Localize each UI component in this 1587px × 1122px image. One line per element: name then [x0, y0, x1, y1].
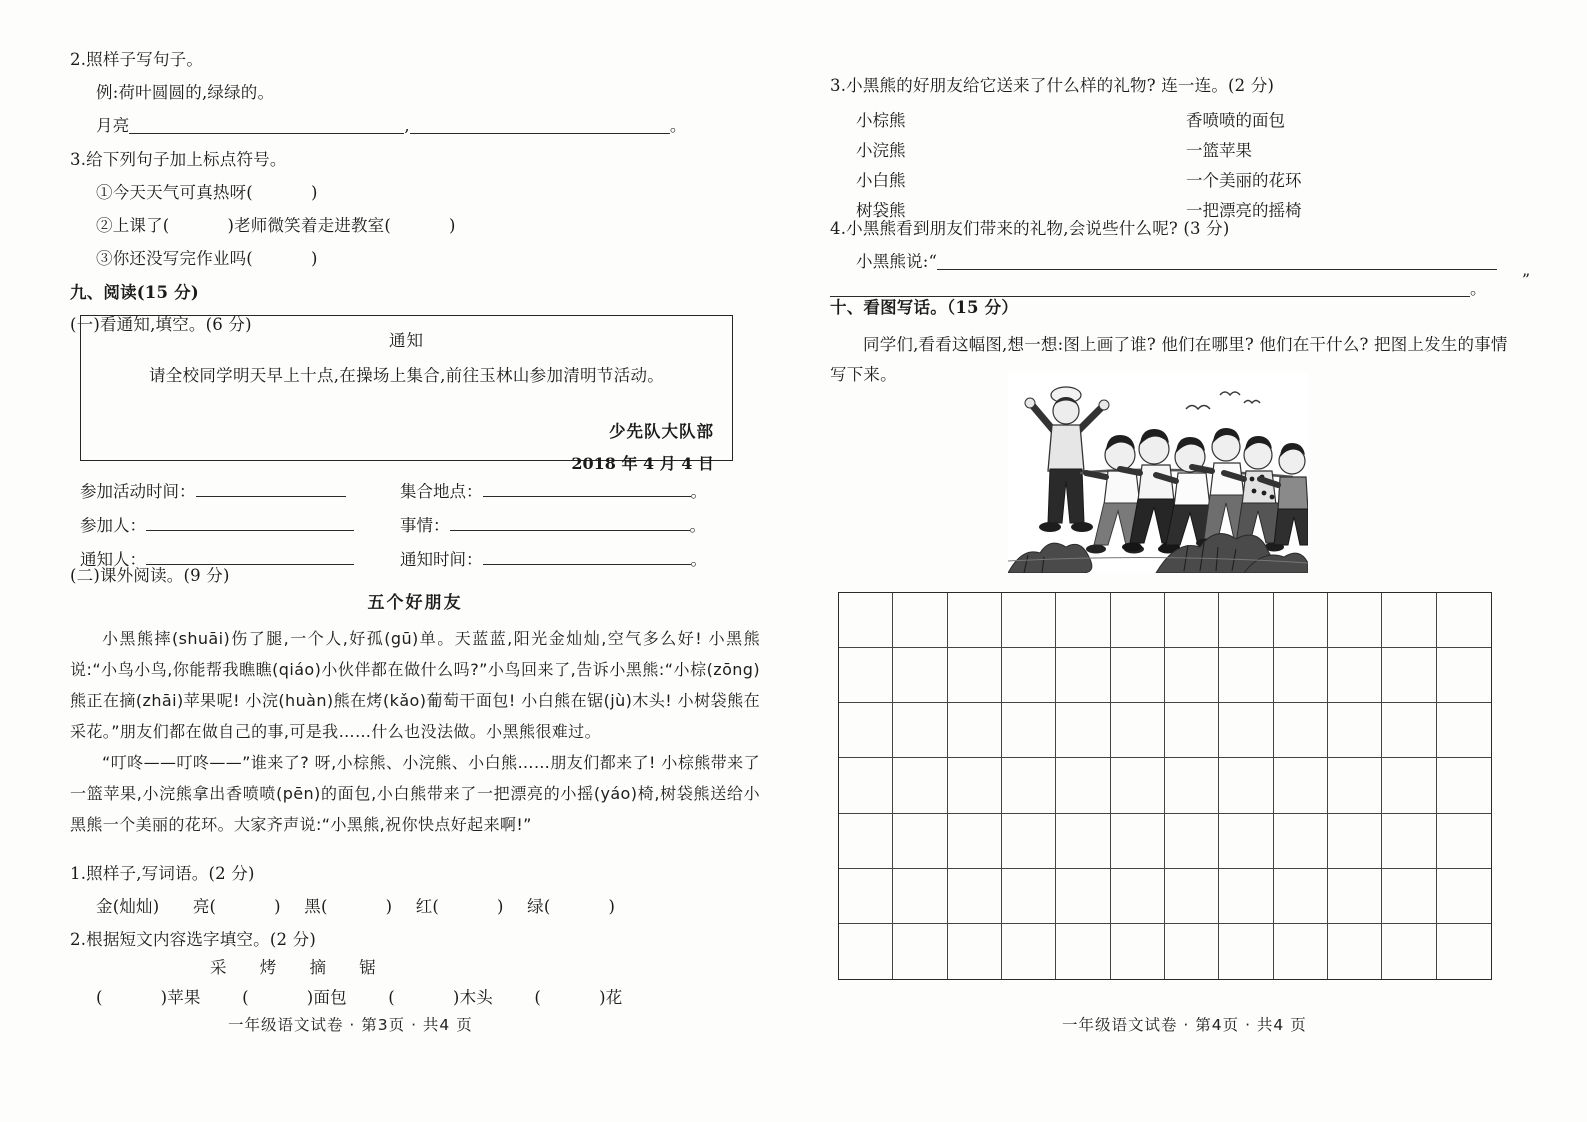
field-activity-time — [80, 478, 400, 502]
grid-cell[interactable] — [1056, 814, 1110, 869]
grid-cell[interactable] — [1056, 648, 1110, 703]
pq2-close-3: ) — [452, 988, 460, 1007]
grid-cell[interactable] — [1165, 593, 1219, 648]
grid-cell[interactable] — [1437, 593, 1491, 648]
grid-cell[interactable] — [839, 703, 893, 758]
grid-cell[interactable] — [1056, 924, 1110, 979]
grid-cell[interactable] — [1382, 758, 1436, 813]
field-assembly-place-input[interactable] — [483, 482, 691, 497]
field-notice-time-period: 。 — [690, 550, 707, 569]
grid-cell[interactable] — [1328, 593, 1382, 648]
match-right-item-4[interactable]: 一把漂亮的摇椅 — [1186, 201, 1302, 220]
grid-cell[interactable] — [1002, 648, 1056, 703]
right-question-4-answer-line-1 — [830, 254, 1497, 271]
grid-cell[interactable] — [1382, 593, 1436, 648]
grid-cell[interactable] — [1219, 869, 1273, 924]
field-assembly-place — [400, 478, 740, 502]
passage-question-2-blanks — [70, 990, 622, 1007]
section-10-heading: 十、看图写话。（15 分） — [830, 298, 1019, 317]
pq1-close-2: ) — [274, 897, 281, 916]
pq2-close-2: ) — [306, 988, 314, 1007]
pq2-open-2: ( — [242, 988, 249, 1007]
match-right-item-1[interactable]: 香喷喷的面包 — [1186, 111, 1285, 130]
match-left-item-3[interactable]: 小白熊 — [856, 171, 906, 190]
grid-cell[interactable] — [948, 648, 1002, 703]
notice-field-row-2 — [80, 512, 740, 536]
pq2-open-4: ( — [534, 988, 542, 1007]
grid-cell[interactable] — [1111, 924, 1165, 979]
grid-cell[interactable] — [1328, 648, 1382, 703]
q3-item3-close: ) — [310, 249, 318, 268]
section-9-heading: 九、阅读(15 分) — [70, 283, 199, 302]
grid-cell[interactable] — [1111, 814, 1165, 869]
question-3-item-2 — [70, 218, 456, 235]
grid-cell[interactable] — [948, 869, 1002, 924]
grid-cell[interactable] — [1002, 593, 1056, 648]
field-notice-time-input[interactable] — [483, 550, 691, 565]
passage-question-1-heading: 1.照样子,写词语。(2 分) — [70, 864, 255, 883]
grid-cell[interactable] — [1437, 814, 1491, 869]
grid-cell[interactable] — [839, 648, 893, 703]
field-matter-label: 事情： — [400, 516, 450, 535]
field-participants-label: 参加人： — [80, 516, 146, 535]
grid-cell[interactable] — [1382, 703, 1436, 758]
grid-cell[interactable] — [1382, 648, 1436, 703]
grid-cell[interactable] — [1382, 924, 1436, 979]
pq1-close-3: ) — [385, 897, 393, 916]
passage-question-1-items — [70, 899, 615, 916]
grid-cell[interactable] — [1219, 648, 1273, 703]
q3-item2-mid: )老师微笑着走进教室( — [227, 216, 392, 235]
matching-row-2 — [830, 134, 1530, 164]
match-left-item-4[interactable]: 树袋熊 — [856, 201, 906, 220]
grid-cell[interactable] — [893, 648, 947, 703]
grid-cell[interactable] — [1274, 648, 1328, 703]
grid-cell[interactable] — [1056, 758, 1110, 813]
grid-cell[interactable] — [893, 814, 947, 869]
grid-cell[interactable] — [1437, 648, 1491, 703]
grid-cell[interactable] — [1056, 593, 1110, 648]
question-2-example: 例:荷叶圆圆的,绿绿的。 — [96, 83, 275, 102]
grid-cell[interactable] — [1111, 593, 1165, 648]
grid-cell[interactable] — [1002, 924, 1056, 979]
pq1-close-4: ) — [497, 897, 504, 916]
writing-prompt-illustration — [1008, 373, 1308, 573]
grid-cell[interactable] — [1165, 924, 1219, 979]
grid-cell[interactable] — [1002, 703, 1056, 758]
grid-cell[interactable] — [1437, 924, 1491, 979]
q3-item1-text: ①今天天气可真热呀( — [96, 183, 253, 202]
match-left-item-1[interactable]: 小棕熊 — [856, 111, 906, 130]
pq2-open-3: ( — [388, 988, 395, 1007]
match-left-item-2[interactable]: 小浣熊 — [856, 141, 906, 160]
right-question-3-heading: 3.小黑熊的好朋友给它送来了什么样的礼物? 连一连。(2 分) — [830, 76, 1275, 95]
question-2-answer-line — [70, 118, 687, 135]
page-footer-left: 一年级语文试卷 · 第3页 · 共4 页 — [228, 1016, 473, 1034]
grid-cell[interactable] — [1328, 924, 1382, 979]
field-activity-time-label: 参加活动时间： — [80, 482, 196, 501]
grid-cell[interactable] — [1274, 758, 1328, 813]
grid-cell[interactable] — [1274, 593, 1328, 648]
pq2-word-1: 苹果 — [167, 988, 201, 1007]
question-2-heading: 2.照样子写句子。 — [70, 50, 204, 69]
grid-cell[interactable] — [893, 758, 947, 813]
grid-cell[interactable] — [1328, 869, 1382, 924]
pq2-word-4: 花 — [605, 988, 623, 1007]
grid-cell[interactable] — [1002, 869, 1056, 924]
grid-cell[interactable] — [948, 758, 1002, 813]
q4-answer-prefix: 小黑熊说:“ — [856, 252, 938, 271]
grid-cell[interactable] — [1219, 924, 1273, 979]
field-notice-time-label: 通知时间： — [400, 550, 483, 569]
grid-cell[interactable] — [1165, 648, 1219, 703]
pq2-close-1: ) — [160, 988, 168, 1007]
question-3-item-3 — [70, 251, 318, 268]
grid-cell[interactable] — [948, 593, 1002, 648]
field-notifier-input[interactable] — [146, 550, 354, 565]
left-column — [70, 0, 770, 1122]
field-matter-input[interactable] — [450, 516, 690, 531]
grid-cell[interactable] — [948, 703, 1002, 758]
q4-answer-blank-2[interactable] — [830, 282, 1470, 297]
matching-row-1 — [830, 104, 1530, 134]
grid-cell[interactable] — [1219, 593, 1273, 648]
q4-close-quote: ” — [1521, 270, 1530, 289]
grid-cell[interactable] — [1111, 869, 1165, 924]
q3-item3-text: ③你还没写完作业吗( — [96, 249, 253, 268]
pq1-item-4: 红( — [415, 897, 440, 916]
question-2-prompt-prefix: 月亮 — [96, 116, 130, 135]
field-matter-period: 。 — [689, 516, 706, 535]
grid-cell[interactable] — [1437, 703, 1491, 758]
section-9-part-1-heading: (一)看通知,填空。(6 分) — [70, 315, 252, 334]
match-right-item-2[interactable]: 一篮苹果 — [1186, 141, 1252, 160]
notice-title: 通知 — [389, 331, 424, 350]
grid-cell[interactable] — [1328, 703, 1382, 758]
field-assembly-place-label: 集合地点： — [400, 482, 483, 501]
passage-question-2-heading: 2.根据短文内容选字填空。(2 分) — [70, 930, 316, 949]
section-9-part-2-heading: (二)课外阅读。(9 分) — [70, 566, 230, 585]
pq2-close-4: ) — [599, 988, 606, 1007]
field-matter — [400, 512, 740, 536]
period-1: 。 — [669, 116, 687, 135]
composition-grid[interactable] — [838, 592, 1492, 980]
notice-field-row-1 — [80, 478, 740, 502]
grid-cell[interactable] — [893, 869, 947, 924]
q4-answer-blank-1[interactable] — [937, 255, 1497, 270]
grid-cell[interactable] — [1165, 869, 1219, 924]
grid-cell[interactable] — [839, 869, 893, 924]
grid-cell[interactable] — [839, 814, 893, 869]
grid-cell[interactable] — [1056, 703, 1110, 758]
passage-title: 五个好朋友 — [367, 593, 463, 613]
grid-cell[interactable] — [839, 924, 893, 979]
blank-line-2[interactable] — [410, 119, 670, 134]
grid-cell[interactable] — [839, 593, 893, 648]
right-question-4-heading: 4.小黑熊看到朋友们带来的礼物,会说些什么呢? (3 分) — [830, 219, 1230, 238]
grid-cell[interactable] — [1382, 869, 1436, 924]
grid-cell[interactable] — [1437, 869, 1491, 924]
grid-cell[interactable] — [1111, 703, 1165, 758]
pq1-item-5: 绿( — [527, 897, 551, 916]
right-column — [830, 0, 1540, 1122]
grid-cell[interactable] — [1056, 869, 1110, 924]
grid-cell[interactable] — [893, 924, 947, 979]
q3-item2-text: ②上课了( — [96, 216, 170, 235]
grid-cell[interactable] — [948, 924, 1002, 979]
passage-question-2-choices: 采 烤 摘 锯 — [210, 958, 390, 977]
grid-cell[interactable] — [1219, 758, 1273, 813]
grid-cell[interactable] — [1219, 814, 1273, 869]
grid-cell[interactable] — [1165, 703, 1219, 758]
grid-cell[interactable] — [1165, 758, 1219, 813]
q4-end-period: 。 — [1470, 279, 1487, 298]
field-participants — [80, 512, 400, 536]
notice-box — [80, 315, 733, 473]
grid-cell[interactable] — [1274, 869, 1328, 924]
field-notifier-label: 通知人： — [80, 550, 146, 569]
comma-1: , — [404, 116, 410, 135]
reading-passage — [70, 588, 760, 840]
grid-cell[interactable] — [1111, 758, 1165, 813]
pq2-word-3: 木头 — [459, 988, 493, 1007]
notice-signature: 少先队大队部 — [609, 422, 714, 441]
grid-cell[interactable] — [1274, 924, 1328, 979]
matching-exercise — [830, 104, 1530, 224]
grid-cell[interactable] — [1165, 814, 1219, 869]
pq2-word-2: 面包 — [313, 988, 347, 1007]
section-10-prompt: 同学们,看看这幅图,想一想:图上画了谁? 他们在哪里? 他们在干什么? 把图上发生的事情写下来。 — [830, 335, 1508, 384]
grid-cell[interactable] — [1328, 758, 1382, 813]
grid-cell[interactable] — [1274, 814, 1328, 869]
grid-cell[interactable] — [1002, 758, 1056, 813]
q3-item1-close: ) — [310, 183, 318, 202]
grid-cell[interactable] — [1437, 758, 1491, 813]
field-notice-time — [400, 546, 740, 570]
matching-row-3 — [830, 164, 1530, 194]
field-activity-time-input[interactable] — [196, 482, 346, 497]
notice-date: 2018 年 4 月 4 日 — [571, 454, 714, 473]
grid-cell[interactable] — [948, 814, 1002, 869]
q3-item2-close: ) — [449, 216, 456, 235]
blank-line-1[interactable] — [129, 119, 404, 134]
grid-cell[interactable] — [1111, 648, 1165, 703]
match-right-item-3[interactable]: 一个美丽的花环 — [1186, 171, 1302, 190]
pq2-open-1: ( — [96, 988, 103, 1007]
grid-cell[interactable] — [893, 703, 947, 758]
question-3-item-1 — [70, 185, 318, 202]
passage-paragraph-1: 小黑熊摔(shuāi)伤了腿,一个人,好孤(gū)单。天蓝蓝,阳光金灿灿,空气多么好! 小黑熊说:“小鸟小鸟,你能帮我瞧瞧(qiáo)小伙伴都在做什么吗?”小鸟回来了,告诉小黑熊:“小棕(zōng)熊正在摘(zhāi)苹果呢! 小浣(huàn)熊在烤(kǎo)葡萄干面包! 小白熊在锯(jù)木头! 小树袋熊在采花。”朋友们都在做自己的事,可是我……什么也没法做。小黑熊很难过。 — [70, 629, 760, 741]
grid-cell[interactable] — [1219, 703, 1273, 758]
field-participants-input[interactable] — [146, 516, 354, 531]
grid-cell[interactable] — [1274, 703, 1328, 758]
right-question-4-answer-line-2 — [830, 281, 1487, 298]
page-footer-right: 一年级语文试卷 · 第4页 · 共4 页 — [1062, 1016, 1307, 1034]
grid-cell[interactable] — [893, 593, 947, 648]
pq1-item-3: 黑( — [304, 897, 328, 916]
pq1-example: 金(灿灿) — [96, 897, 160, 916]
grid-cell[interactable] — [1002, 814, 1056, 869]
grid-cell[interactable] — [1382, 814, 1436, 869]
question-3-heading: 3.给下列句子加上标点符号。 — [70, 150, 287, 169]
notice-body: 请全校同学明天早上十点,在操场上集合,前往玉林山参加清明节活动。 — [148, 366, 665, 385]
pq1-close-5: ) — [608, 897, 616, 916]
pq1-item-2: 亮( — [192, 897, 217, 916]
field-assembly-place-period: 。 — [690, 482, 707, 501]
grid-cell[interactable] — [839, 758, 893, 813]
grid-cell[interactable] — [1328, 814, 1382, 869]
passage-paragraph-2: “叮咚——叮咚——”谁来了? 呀,小棕熊、小浣熊、小白熊……朋友们都来了! 小棕熊带来了一篮苹果,小浣熊拿出香喷喷(pēn)的面包,小白熊带来了一把漂亮的小摇(yáo)椅,树袋熊送给小黑熊一个美丽的花环。大家齐声说:“小黑熊,祝你快点好起来啊!” — [70, 753, 760, 834]
